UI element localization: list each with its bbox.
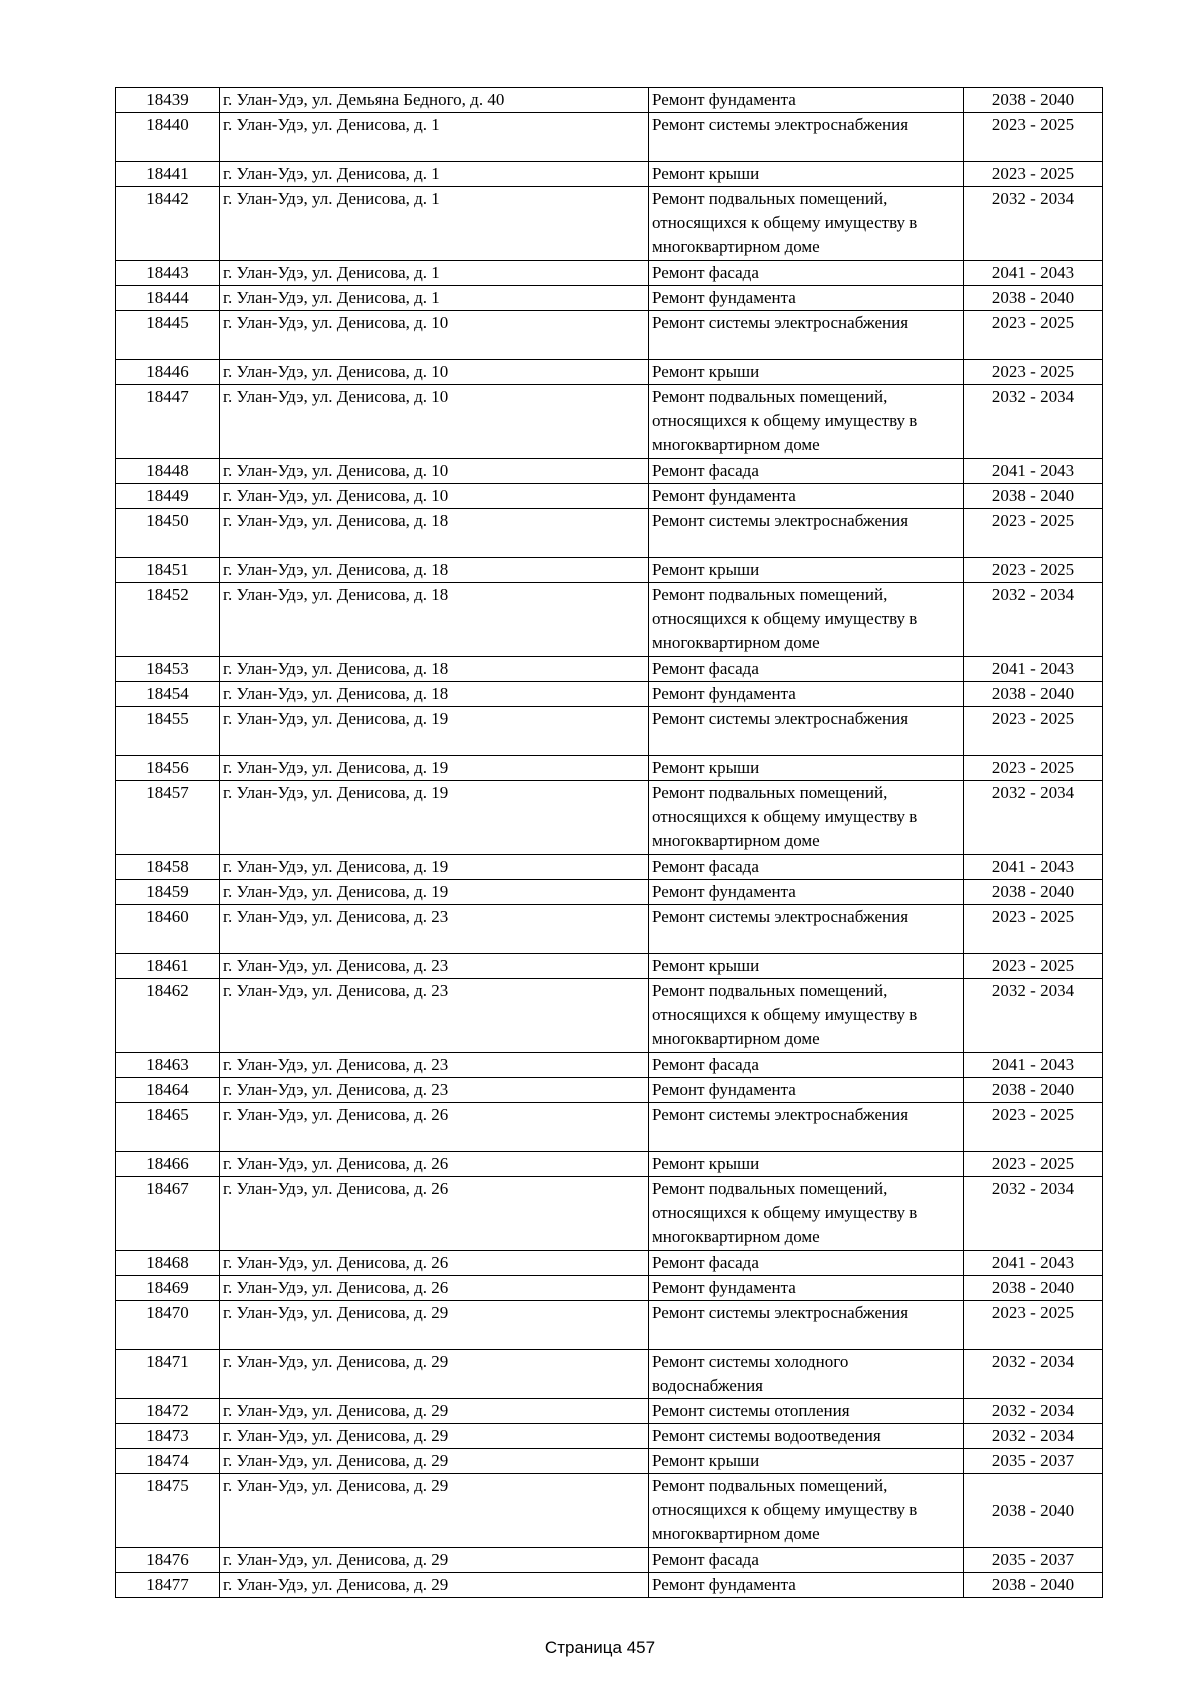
row-number: 18462 bbox=[116, 979, 220, 1053]
row-number: 18466 bbox=[116, 1152, 220, 1177]
row-address: г. Улан-Удэ, ул. Денисова, д. 19 bbox=[220, 781, 649, 855]
table-row bbox=[116, 979, 1103, 1053]
row-number: 18440 bbox=[116, 113, 220, 162]
row-number: 18473 bbox=[116, 1424, 220, 1449]
row-number: 18442 bbox=[116, 187, 220, 261]
row-period: 2032 - 2034 bbox=[964, 1350, 1103, 1399]
row-number: 18458 bbox=[116, 855, 220, 880]
row-period: 2038 - 2040 bbox=[964, 286, 1103, 311]
row-address: г. Улан-Удэ, ул. Денисова, д. 18 bbox=[220, 509, 649, 558]
row-work: Ремонт системы электроснабжения bbox=[649, 311, 964, 360]
row-period: 2032 - 2034 bbox=[964, 1399, 1103, 1424]
table-row bbox=[116, 1449, 1103, 1474]
row-work: Ремонт системы электроснабжения bbox=[649, 707, 964, 756]
row-address: г. Улан-Удэ, ул. Денисова, д. 29 bbox=[220, 1399, 649, 1424]
row-address: г. Улан-Удэ, ул. Денисова, д. 1 bbox=[220, 187, 649, 261]
row-period: 2038 - 2040 bbox=[964, 682, 1103, 707]
row-work: Ремонт фундамента bbox=[649, 1573, 964, 1598]
row-period: 2032 - 2034 bbox=[964, 781, 1103, 855]
row-period: 2038 - 2040 bbox=[964, 1078, 1103, 1103]
table-row bbox=[116, 459, 1103, 484]
row-address: г. Улан-Удэ, ул. Денисова, д. 23 bbox=[220, 1053, 649, 1078]
table-row bbox=[116, 905, 1103, 954]
row-period: 2032 - 2034 bbox=[964, 583, 1103, 657]
row-number: 18471 bbox=[116, 1350, 220, 1399]
row-work: Ремонт фундамента bbox=[649, 484, 964, 509]
row-number: 18461 bbox=[116, 954, 220, 979]
table-row bbox=[116, 1424, 1103, 1449]
table-row bbox=[116, 1399, 1103, 1424]
row-work: Ремонт фасада bbox=[649, 1053, 964, 1078]
row-number: 18445 bbox=[116, 311, 220, 360]
row-address: г. Улан-Удэ, ул. Денисова, д. 18 bbox=[220, 583, 649, 657]
table-row bbox=[116, 855, 1103, 880]
row-address: г. Улан-Удэ, ул. Денисова, д. 1 bbox=[220, 261, 649, 286]
row-address: г. Улан-Удэ, ул. Денисова, д. 18 bbox=[220, 558, 649, 583]
row-number: 18472 bbox=[116, 1399, 220, 1424]
row-address: г. Улан-Удэ, ул. Денисова, д. 23 bbox=[220, 905, 649, 954]
row-period: 2023 - 2025 bbox=[964, 1152, 1103, 1177]
row-period: 2023 - 2025 bbox=[964, 558, 1103, 583]
table-row bbox=[116, 1103, 1103, 1152]
row-address: г. Улан-Удэ, ул. Денисова, д. 19 bbox=[220, 855, 649, 880]
row-work: Ремонт системы электроснабжения bbox=[649, 1103, 964, 1152]
row-work: Ремонт подвальных помещений, относящихся к общему имуществу в многоквартирном доме bbox=[649, 781, 964, 855]
row-work: Ремонт системы отопления bbox=[649, 1399, 964, 1424]
table-row bbox=[116, 113, 1103, 162]
row-address: г. Улан-Удэ, ул. Денисова, д. 10 bbox=[220, 459, 649, 484]
table-row bbox=[116, 311, 1103, 360]
row-work: Ремонт подвальных помещений, относящихся к общему имуществу в многоквартирном доме bbox=[649, 385, 964, 459]
table-row bbox=[116, 286, 1103, 311]
row-number: 18469 bbox=[116, 1276, 220, 1301]
table-row bbox=[116, 1152, 1103, 1177]
row-address: г. Улан-Удэ, ул. Денисова, д. 10 bbox=[220, 484, 649, 509]
row-number: 18452 bbox=[116, 583, 220, 657]
row-number: 18453 bbox=[116, 657, 220, 682]
row-number: 18475 bbox=[116, 1474, 220, 1548]
row-address: г. Улан-Удэ, ул. Денисова, д. 29 bbox=[220, 1474, 649, 1548]
row-period: 2032 - 2034 bbox=[964, 187, 1103, 261]
table-row bbox=[116, 657, 1103, 682]
page-number: Страница 457 bbox=[544, 1638, 656, 1657]
row-number: 18468 bbox=[116, 1251, 220, 1276]
table-row bbox=[116, 1301, 1103, 1350]
row-period: 2038 - 2040 bbox=[964, 88, 1103, 113]
row-work: Ремонт подвальных помещений, относящихся к общему имуществу в многоквартирном доме bbox=[649, 1177, 964, 1251]
row-work: Ремонт фундамента bbox=[649, 682, 964, 707]
row-work: Ремонт подвальных помещений, относящихся к общему имуществу в многоквартирном доме bbox=[649, 187, 964, 261]
row-period: 2038 - 2040 bbox=[964, 1276, 1103, 1301]
table-row bbox=[116, 1474, 1103, 1548]
row-period: 2041 - 2043 bbox=[964, 1251, 1103, 1276]
row-period: 2023 - 2025 bbox=[964, 954, 1103, 979]
row-period: 2041 - 2043 bbox=[964, 1053, 1103, 1078]
row-work: Ремонт крыши bbox=[649, 162, 964, 187]
row-address: г. Улан-Удэ, ул. Денисова, д. 19 bbox=[220, 880, 649, 905]
row-number: 18446 bbox=[116, 360, 220, 385]
row-period: 2023 - 2025 bbox=[964, 311, 1103, 360]
row-work: Ремонт фундамента bbox=[649, 1078, 964, 1103]
table-row bbox=[116, 558, 1103, 583]
row-address: г. Улан-Удэ, ул. Денисова, д. 26 bbox=[220, 1177, 649, 1251]
row-address: г. Улан-Удэ, ул. Денисова, д. 18 bbox=[220, 657, 649, 682]
row-work: Ремонт фундамента bbox=[649, 286, 964, 311]
row-address: г. Улан-Удэ, ул. Денисова, д. 10 bbox=[220, 311, 649, 360]
row-period: 2032 - 2034 bbox=[964, 1177, 1103, 1251]
row-address: г. Улан-Удэ, ул. Денисова, д. 23 bbox=[220, 954, 649, 979]
row-number: 18449 bbox=[116, 484, 220, 509]
row-period: 2023 - 2025 bbox=[964, 509, 1103, 558]
row-work: Ремонт системы холодного водоснабжения bbox=[649, 1350, 964, 1399]
row-number: 18477 bbox=[116, 1573, 220, 1598]
row-period: 2041 - 2043 bbox=[964, 855, 1103, 880]
row-address: г. Улан-Удэ, ул. Денисова, д. 29 bbox=[220, 1424, 649, 1449]
table-row bbox=[116, 162, 1103, 187]
row-period: 2023 - 2025 bbox=[964, 360, 1103, 385]
row-number: 18447 bbox=[116, 385, 220, 459]
row-work: Ремонт фасада bbox=[649, 261, 964, 286]
row-address: г. Улан-Удэ, ул. Денисова, д. 29 bbox=[220, 1548, 649, 1573]
table-row bbox=[116, 1276, 1103, 1301]
row-number: 18459 bbox=[116, 880, 220, 905]
row-work: Ремонт крыши bbox=[649, 1152, 964, 1177]
row-address: г. Улан-Удэ, ул. Денисова, д. 18 bbox=[220, 682, 649, 707]
row-period: 2041 - 2043 bbox=[964, 657, 1103, 682]
row-address: г. Улан-Удэ, ул. Демьяна Бедного, д. 40 bbox=[220, 88, 649, 113]
row-period: 2035 - 2037 bbox=[964, 1449, 1103, 1474]
row-work: Ремонт фундамента bbox=[649, 1276, 964, 1301]
row-work: Ремонт фундамента bbox=[649, 880, 964, 905]
row-address: г. Улан-Удэ, ул. Денисова, д. 29 bbox=[220, 1350, 649, 1399]
row-address: г. Улан-Удэ, ул. Денисова, д. 29 bbox=[220, 1573, 649, 1598]
row-number: 18476 bbox=[116, 1548, 220, 1573]
row-address: г. Улан-Удэ, ул. Денисова, д. 26 bbox=[220, 1152, 649, 1177]
row-work: Ремонт крыши bbox=[649, 756, 964, 781]
row-period: 2023 - 2025 bbox=[964, 1301, 1103, 1350]
row-period: 2032 - 2034 bbox=[964, 979, 1103, 1053]
table-row bbox=[116, 261, 1103, 286]
row-work: Ремонт фундамента bbox=[649, 88, 964, 113]
table-row bbox=[116, 509, 1103, 558]
row-work: Ремонт системы водоотведения bbox=[649, 1424, 964, 1449]
table-row bbox=[116, 954, 1103, 979]
table-row bbox=[116, 583, 1103, 657]
row-period: 2038 - 2040 bbox=[964, 880, 1103, 905]
row-address: г. Улан-Удэ, ул. Денисова, д. 23 bbox=[220, 1078, 649, 1103]
table-row bbox=[116, 385, 1103, 459]
row-work: Ремонт крыши bbox=[649, 1449, 964, 1474]
table-row bbox=[116, 880, 1103, 905]
row-period: 2023 - 2025 bbox=[964, 756, 1103, 781]
row-work: Ремонт фасада bbox=[649, 1251, 964, 1276]
row-period: 2041 - 2043 bbox=[964, 261, 1103, 286]
row-number: 18439 bbox=[116, 88, 220, 113]
row-period: 2023 - 2025 bbox=[964, 162, 1103, 187]
row-address: г. Улан-Удэ, ул. Денисова, д. 26 bbox=[220, 1103, 649, 1152]
row-address: г. Улан-Удэ, ул. Денисова, д. 26 bbox=[220, 1251, 649, 1276]
row-period: 2032 - 2034 bbox=[964, 1424, 1103, 1449]
row-number: 18454 bbox=[116, 682, 220, 707]
table-row bbox=[116, 360, 1103, 385]
row-address: г. Улан-Удэ, ул. Денисова, д. 29 bbox=[220, 1301, 649, 1350]
row-period: 2038 - 2040 bbox=[964, 484, 1103, 509]
table-row bbox=[116, 707, 1103, 756]
table-row bbox=[116, 1177, 1103, 1251]
row-address: г. Улан-Удэ, ул. Денисова, д. 1 bbox=[220, 286, 649, 311]
row-work: Ремонт подвальных помещений, относящихся к общему имуществу в многоквартирном доме bbox=[649, 1474, 964, 1548]
row-number: 18467 bbox=[116, 1177, 220, 1251]
row-period: 2023 - 2025 bbox=[964, 113, 1103, 162]
row-period: 2038 - 2040 bbox=[964, 1474, 1103, 1548]
row-work: Ремонт фасада bbox=[649, 855, 964, 880]
row-address: г. Улан-Удэ, ул. Денисова, д. 19 bbox=[220, 707, 649, 756]
row-work: Ремонт системы электроснабжения bbox=[649, 905, 964, 954]
row-period: 2023 - 2025 bbox=[964, 905, 1103, 954]
row-number: 18470 bbox=[116, 1301, 220, 1350]
row-number: 18448 bbox=[116, 459, 220, 484]
row-work: Ремонт системы электроснабжения bbox=[649, 1301, 964, 1350]
row-number: 18441 bbox=[116, 162, 220, 187]
row-work: Ремонт крыши bbox=[649, 360, 964, 385]
row-work: Ремонт крыши bbox=[649, 558, 964, 583]
row-period: 2023 - 2025 bbox=[964, 707, 1103, 756]
row-work: Ремонт фасада bbox=[649, 1548, 964, 1573]
row-number: 18457 bbox=[116, 781, 220, 855]
table-row bbox=[116, 1251, 1103, 1276]
row-work: Ремонт системы электроснабжения bbox=[649, 113, 964, 162]
row-work: Ремонт крыши bbox=[649, 954, 964, 979]
table-row bbox=[116, 1573, 1103, 1598]
table-row bbox=[116, 187, 1103, 261]
row-number: 18464 bbox=[116, 1078, 220, 1103]
row-number: 18443 bbox=[116, 261, 220, 286]
row-work: Ремонт фасада bbox=[649, 657, 964, 682]
row-work: Ремонт фасада bbox=[649, 459, 964, 484]
row-address: г. Улан-Удэ, ул. Денисова, д. 1 bbox=[220, 113, 649, 162]
row-address: г. Улан-Удэ, ул. Денисова, д. 29 bbox=[220, 1449, 649, 1474]
row-number: 18463 bbox=[116, 1053, 220, 1078]
row-address: г. Улан-Удэ, ул. Денисова, д. 10 bbox=[220, 385, 649, 459]
row-address: г. Улан-Удэ, ул. Денисова, д. 23 bbox=[220, 979, 649, 1053]
row-number: 18460 bbox=[116, 905, 220, 954]
row-number: 18465 bbox=[116, 1103, 220, 1152]
row-address: г. Улан-Удэ, ул. Денисова, д. 19 bbox=[220, 756, 649, 781]
table-row bbox=[116, 781, 1103, 855]
row-period: 2032 - 2034 bbox=[964, 385, 1103, 459]
row-period: 2023 - 2025 bbox=[964, 1103, 1103, 1152]
row-period: 2035 - 2037 bbox=[964, 1548, 1103, 1573]
row-number: 18444 bbox=[116, 286, 220, 311]
table-row bbox=[116, 1053, 1103, 1078]
row-work: Ремонт подвальных помещений, относящихся к общему имуществу в многоквартирном доме bbox=[649, 583, 964, 657]
row-address: г. Улан-Удэ, ул. Денисова, д. 10 bbox=[220, 360, 649, 385]
table-row bbox=[116, 1078, 1103, 1103]
row-address: г. Улан-Удэ, ул. Денисова, д. 26 bbox=[220, 1276, 649, 1301]
table-row bbox=[116, 484, 1103, 509]
row-number: 18456 bbox=[116, 756, 220, 781]
table-row bbox=[116, 682, 1103, 707]
row-number: 18451 bbox=[116, 558, 220, 583]
table-row bbox=[116, 1350, 1103, 1399]
row-address: г. Улан-Удэ, ул. Денисова, д. 1 bbox=[220, 162, 649, 187]
row-number: 18474 bbox=[116, 1449, 220, 1474]
table-row bbox=[116, 756, 1103, 781]
row-number: 18455 bbox=[116, 707, 220, 756]
row-period: 2041 - 2043 bbox=[964, 459, 1103, 484]
row-work: Ремонт системы электроснабжения bbox=[649, 509, 964, 558]
table-row bbox=[116, 1548, 1103, 1573]
repair-schedule-table bbox=[115, 87, 1103, 1598]
row-period: 2038 - 2040 bbox=[964, 1573, 1103, 1598]
row-number: 18450 bbox=[116, 509, 220, 558]
row-work: Ремонт подвальных помещений, относящихся к общему имуществу в многоквартирном доме bbox=[649, 979, 964, 1053]
table-row bbox=[116, 88, 1103, 113]
